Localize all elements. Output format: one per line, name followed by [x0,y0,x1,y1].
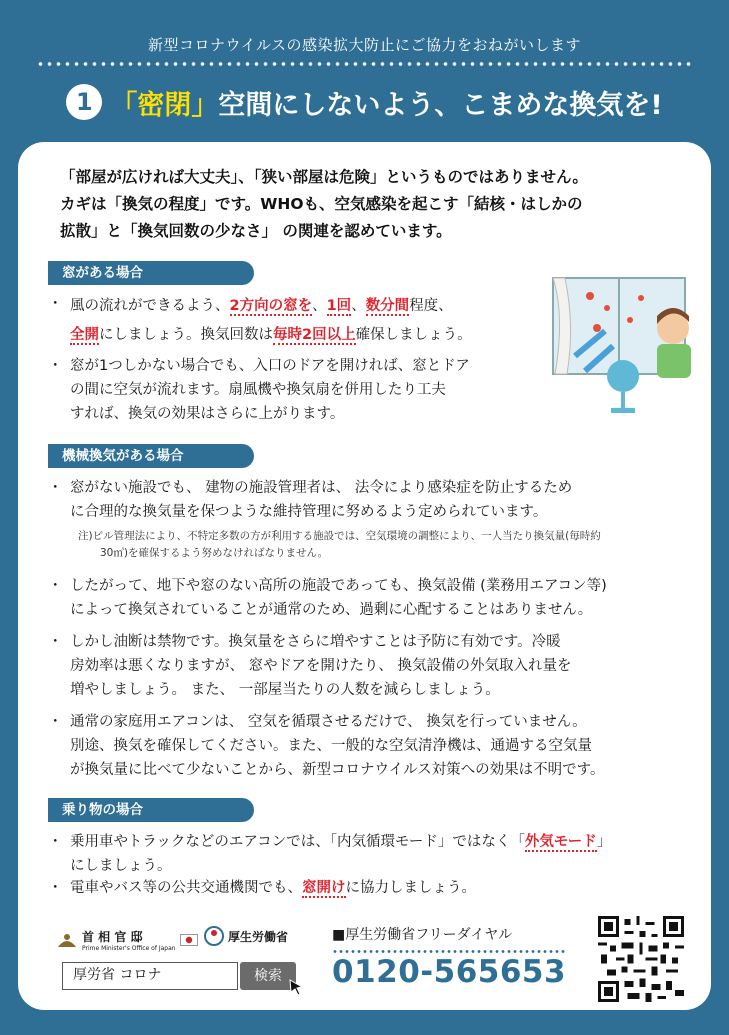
kantei-name: 首 相 官 邸 [82,930,143,944]
bullet-vehicle-2 [48,876,698,900]
emphasis: 窓開け [302,880,346,896]
text: に協力しましょう。 [345,880,476,896]
text: 房効率は悪くなりますが、 窓やドアを開けたり、 換気設備の外気取入れ量を [70,658,572,674]
text: すれば、換気の効果はさらに上がります。 [70,406,345,422]
section-label-vehicle: 乗り物の場合 [48,798,254,822]
text: 別途、換気を確保してください。また、一般的な空気清浄機は、通過する空気量 [70,738,592,754]
step-number-badge: 1 [66,84,102,120]
cursor-icon [288,978,306,996]
mhlw-emblem-icon [204,926,224,946]
text: 」 [596,834,612,850]
kiri-crest-icon [56,931,78,949]
text: 注)ビル管理法により、不特定多数の方が利用する施設では、空気環境の調整により、一人当たり換気量(毎時約 [78,530,601,542]
mhlw-logo [204,926,288,946]
section-label-mechanical: 機械換気がある場合 [48,444,254,468]
bullet-mark: ・ [48,714,63,730]
text: 増やしましょう。 また、 一部屋当たりの人数を減らしましょう。 [70,682,500,698]
legal-note [78,528,678,562]
text: 窓が1つしかない場合でも、入口のドアを開ければ、窓とドア [70,358,470,374]
qr-code-icon[interactable] [598,916,684,1002]
bullet-mark: ・ [48,634,63,650]
bullet-window-1 [48,292,558,350]
intro-line: カギは「換気の程度」です。WHOも、空気感染を起こす「結核・はしかの [60,195,583,213]
text: しかし油断は禁物です。換気量をさらに増やすことは予防に有効です。冷暖 [70,634,561,650]
dotted-divider [36,62,693,66]
text: 電車やバス等の公共交通機関でも、 [70,880,302,896]
intro-paragraph [60,164,680,245]
bullet-mark: ・ [48,880,63,896]
emphasis: 全開 [70,327,99,343]
campaign-tagline: 新型コロナウイルスの感染拡大防止にご協力をおねがいします [147,36,582,54]
bullet-mark: ・ [48,578,63,594]
intro-line: 「部屋が広ければ大丈夫」、「狭い部屋は危険」というものではありません。 [60,168,588,186]
text: 乗用車やトラックなどのエアコンでは、「内気循環モード」ではなく「 [70,834,525,850]
text: 確保しましょう。 [355,327,472,343]
dotted-divider [332,950,566,953]
emphasis: 毎時2回以上 [273,327,356,343]
section-label-window: 窓がある場合 [48,261,254,285]
bullet-mark: ・ [48,480,63,496]
kantei-name-en: Prime Minister's Office of Japan [82,945,176,952]
text: によって換気されていることが通常のため、過剰に心配することはありません。 [70,602,593,618]
bullet-mark: ・ [48,296,63,312]
bullet-mechanical-1 [48,476,698,524]
text: 窓がない施設でも、 建物の施設管理者は、 法令により感染症を防止するため [70,480,573,496]
free-dial-label: ■厚生労働省フリーダイヤル [332,927,513,943]
bullet-vehicle-1 [48,830,698,878]
emphasis: 外気モード [524,834,597,850]
text: に合理的な換気量を保つような維持管理に努めるよう定められています。 [70,504,548,520]
text: 程度、 [409,298,453,314]
ventilation-illustration [545,276,695,416]
text: にしましょう。換気回数は [99,327,273,343]
bullet-mechanical-3 [48,630,698,702]
free-dial-number[interactable]: 0120-565653 [332,954,567,990]
text: 、 [351,298,366,314]
text: が換気量に比べて少ないことから、新型コロナウイルス対策への効果は不明です。 [70,762,605,778]
search-input[interactable]: 厚労省 コロナ [62,962,238,990]
headline-rest: 空間にしないよう、こまめな換気を! [218,89,663,121]
content-card [18,142,711,1010]
mhlw-name: 厚生労働省 [228,929,289,944]
headline-keyword: 密閉 [137,89,192,121]
text: 、 [312,298,327,314]
bullet-mark: ・ [48,834,63,850]
text: にしましょう。 [70,858,172,874]
page-headline [0,80,729,124]
text: の間に空気が流れます。扇風機や換気扇を併用したり工夫 [70,382,446,398]
text: 30㎥)を確保するよう努めなければなりません。 [100,547,329,559]
emphasis: 数分間 [365,298,410,314]
japan-flag-icon [180,934,198,946]
intro-line: 拡散」と「換気回数の少なさ」 の関連を認めています。 [60,222,452,240]
headline-bracket-open: 「 [110,89,138,121]
bullet-window-2 [48,354,558,426]
bullet-mechanical-4 [48,710,698,782]
text: 風の流れができるよう、 [70,298,230,314]
bullet-mark: ・ [48,358,63,374]
emphasis: 2方向の窓を [229,298,313,314]
bullet-mechanical-2 [48,574,698,622]
kantei-logo [56,928,198,952]
search-button[interactable]: 検索 [240,962,296,990]
text: したがって、地下や窓のない高所の施設であっても、換気設備 (業務用エアコン等) [70,578,607,594]
headline-bracket-close: 」 [191,89,219,121]
text: 通常の家庭用エアコンは、 空気を循環させるだけで、 換気を行っていません。 [70,714,587,730]
emphasis: 1回 [326,298,352,314]
